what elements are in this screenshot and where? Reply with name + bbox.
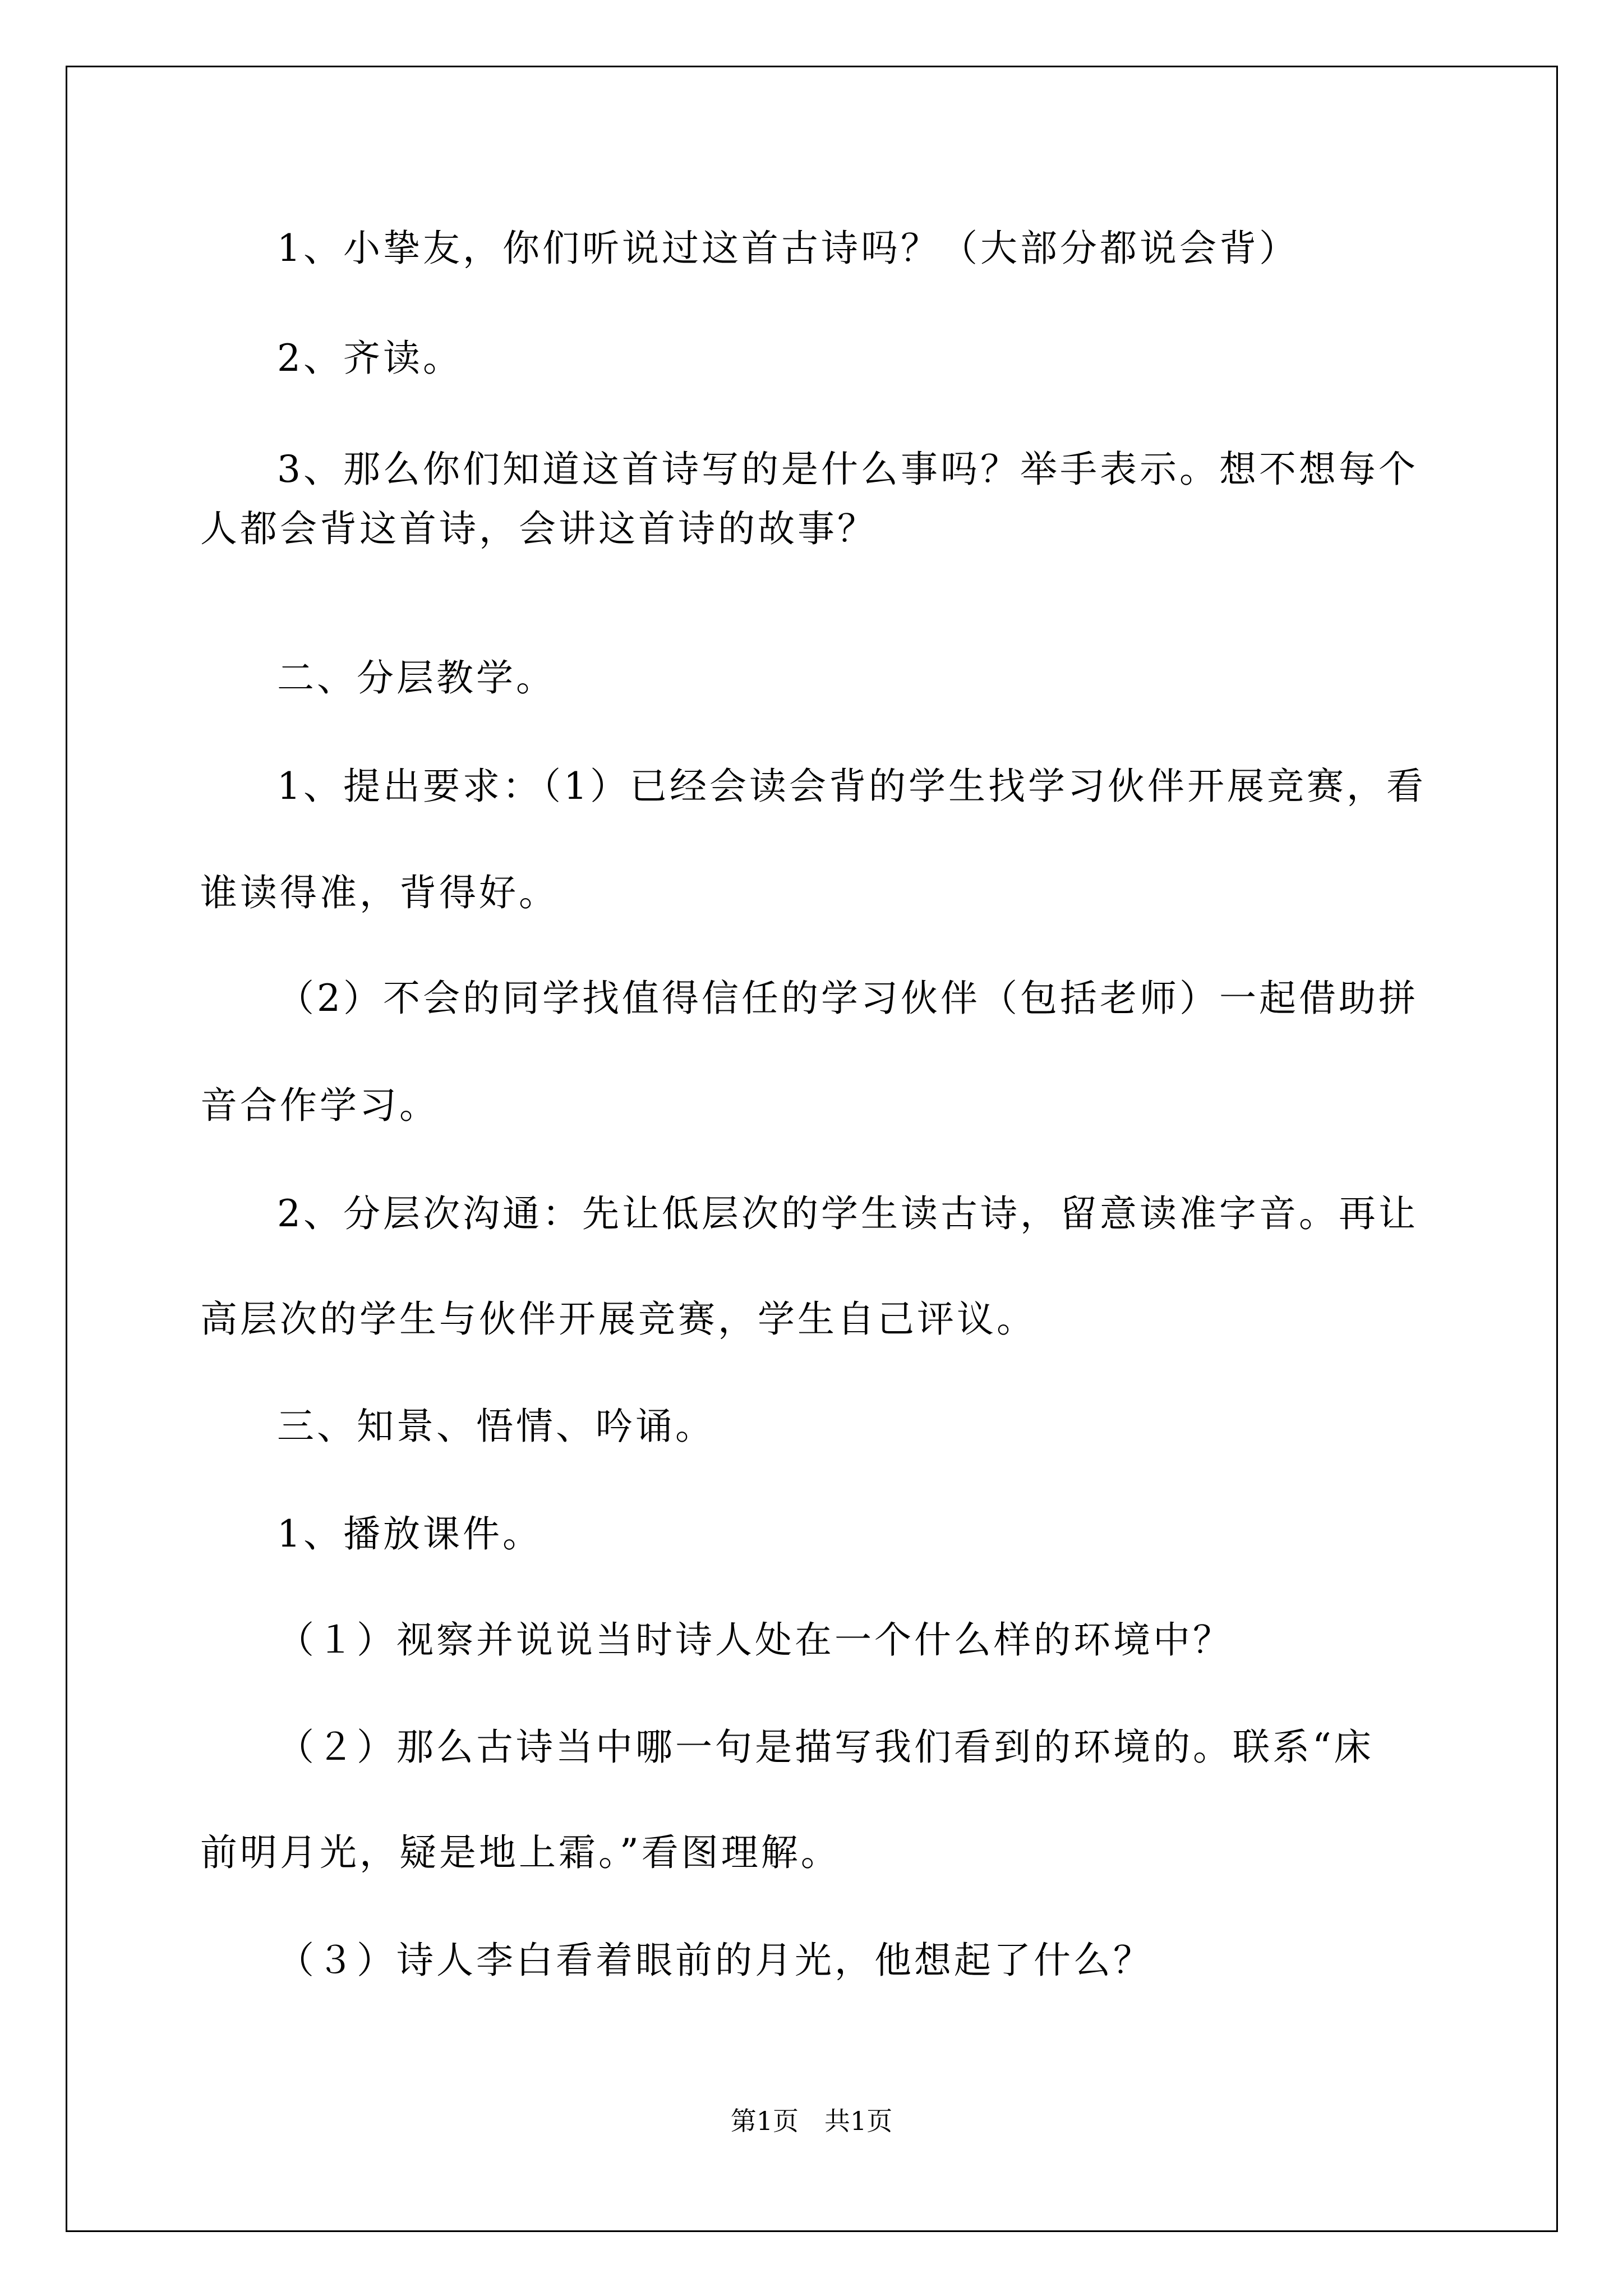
section-heading: 三、知景、悟情、吟诵。 [277,1405,715,1448]
paragraph-line: 高层次的学生与伙伴开展竞赛，学生自己评议。 [200,1297,1036,1341]
paragraph-line: 2、分层次沟通：先让低层次的学生读古诗，留意读准字音。再让 [277,1192,1418,1235]
page-number: 第1页 [730,2106,799,2136]
paragraph-line: （２）那么古诗当中哪一句是描写我们看到的环境的。联系“床 [277,1726,1374,1769]
paragraph-line: 人都会背这首诗，会讲这首诗的故事？ [200,507,877,550]
paragraph-line: 1、小挚友，你们听说过这首古诗吗？（大部分都说会背） [277,227,1299,270]
section-heading: 二、分层教学。 [277,656,556,700]
paragraph-line: （１）视察并说说当时诗人处在一个什么样的环境中？ [277,1618,1233,1662]
page-total: 共1页 [824,2106,893,2136]
page-border [66,66,1558,2232]
page-footer [0,2101,1623,2138]
paragraph-line: 前明月光，疑是地上霜。”看图理解。 [200,1831,841,1874]
paragraph-line: 音合作学习。 [200,1084,439,1127]
paragraph-line: 3、那么你们知道这首诗写的是什么事吗？举手表示。想不想每个 [277,448,1418,491]
paragraph-line: 2、齐读。 [277,337,463,380]
paragraph-line: 1、播放课件。 [277,1512,542,1556]
paragraph-line: 谁读得准，背得好。 [200,871,559,914]
paragraph-line: （2）不会的同学找值得信任的学习伙伴（包括老师）一起借助拼 [277,977,1418,1020]
paragraph-line: （３）诗人李白看着眼前的月光，他想起了什么？ [277,1939,1153,1982]
paragraph-line: 1、提出要求：（1）已经会读会背的学生找学习伙伴开展竞赛，看 [277,765,1426,808]
